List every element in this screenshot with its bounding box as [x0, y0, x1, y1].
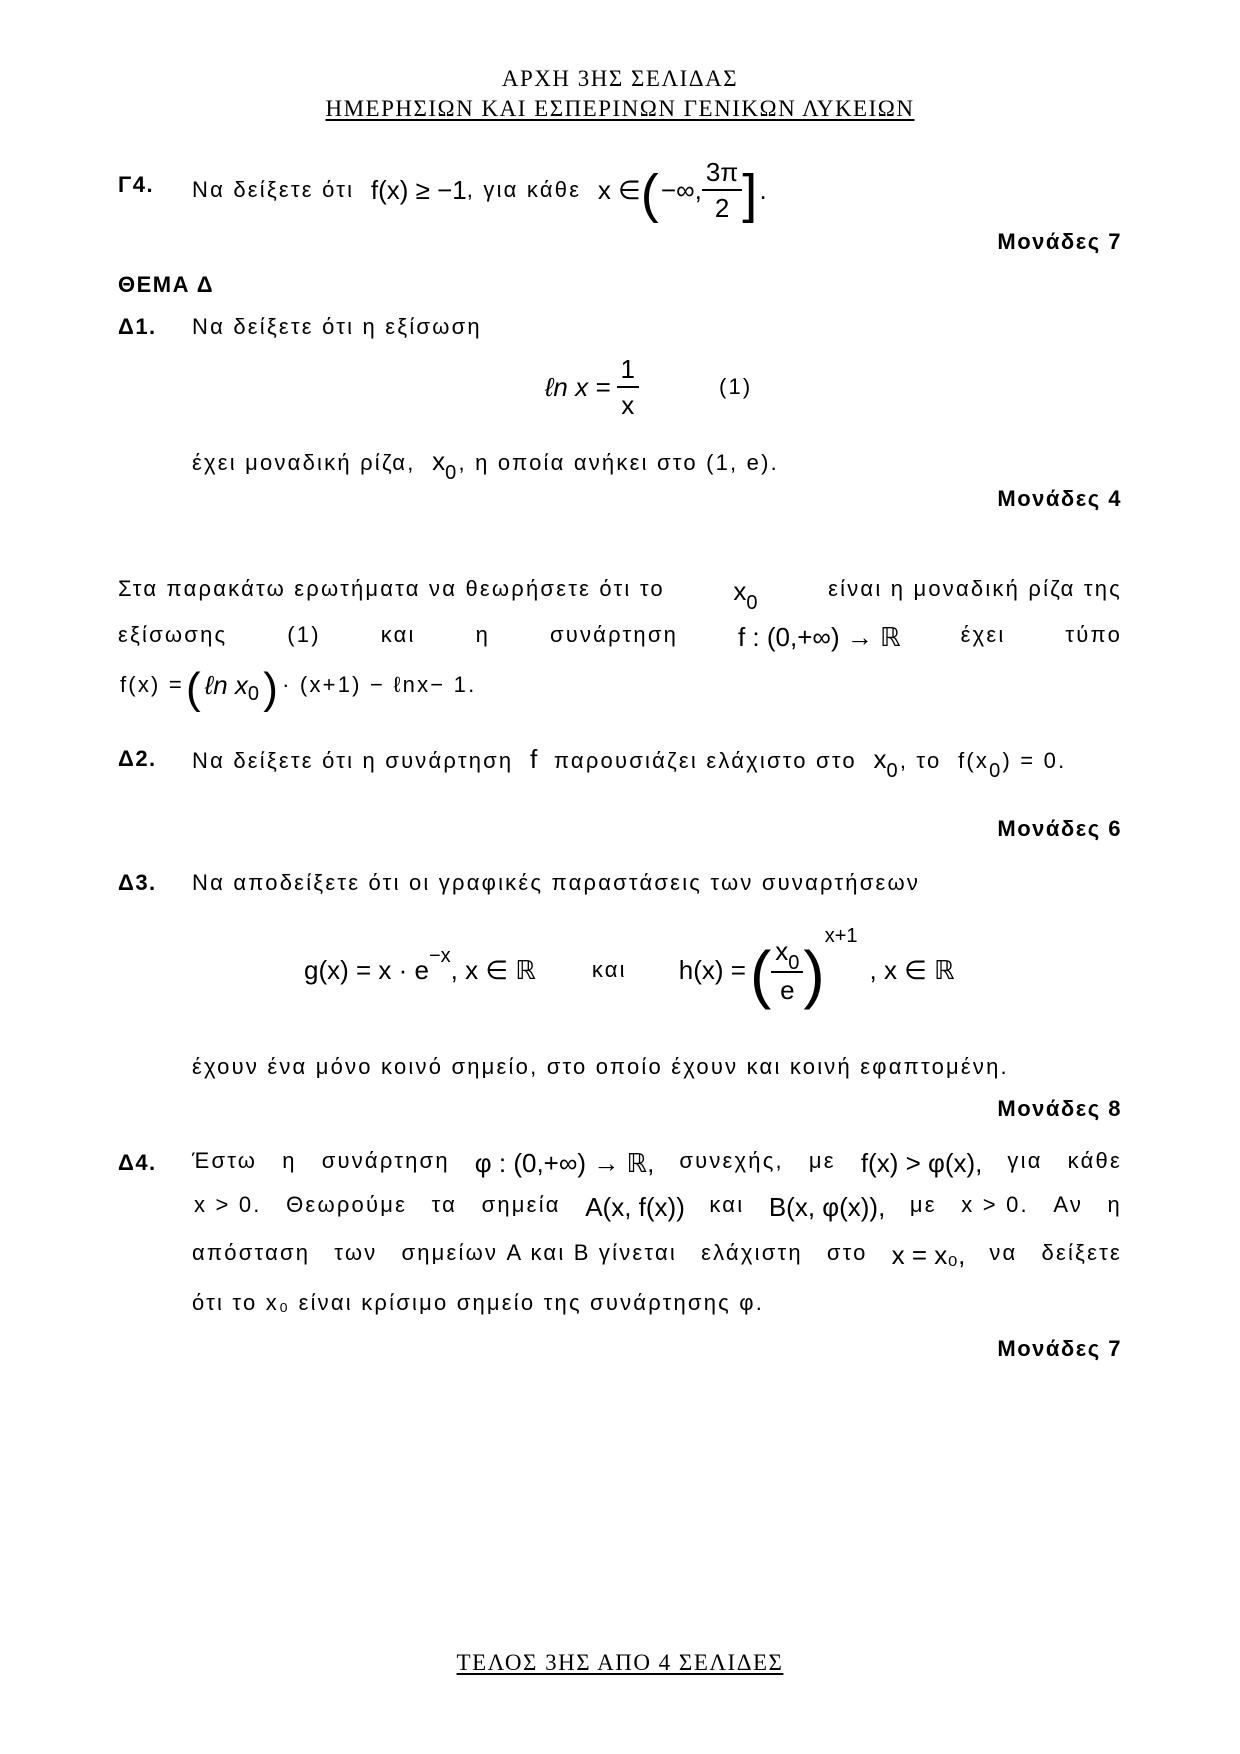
d1-fraction: [617, 352, 639, 422]
d3-g-dom: , x ∈ ℝ: [450, 954, 536, 985]
intro-paren-open: (: [185, 664, 203, 713]
d4-word: η: [1107, 1192, 1122, 1217]
d4-word: ελάχιστη: [701, 1240, 803, 1265]
d4-word: Έστω: [192, 1148, 258, 1173]
d4-marks: Μονάδες 7: [997, 1336, 1122, 1361]
g4-period: .: [759, 174, 767, 205]
d4-label: Δ4.: [118, 1150, 157, 1175]
intro-word: συνάρτηση: [549, 622, 679, 647]
intro-word: και: [380, 622, 416, 647]
d1-eq-den: x: [621, 390, 635, 420]
intro-function-def: f : (0,+∞) → ℝ: [737, 622, 901, 652]
intro-line1a: Στα παρακάτω ερωτήματα να θεωρήσετε ότι το: [118, 576, 665, 601]
intro-f-rest: · (x+1) − ℓnx− 1.: [282, 672, 477, 697]
d4-word: η: [282, 1148, 297, 1173]
d4-line3: [192, 1240, 1122, 1271]
d2-x0-sub: 0: [886, 760, 900, 782]
d1-label: Δ1.: [118, 314, 157, 339]
g4-label: Γ4.: [118, 172, 155, 197]
d1-text2b: , η οποία ανήκει στο (1, e).: [458, 450, 779, 475]
d2-label: Δ2.: [118, 746, 157, 771]
d4-point-a: A(x, f(x)): [585, 1192, 685, 1222]
intro-word: εξίσωσης: [118, 622, 228, 647]
d4-word: x > 0.: [961, 1192, 1029, 1217]
g4-statement: [192, 150, 767, 230]
d3-h-num: x: [775, 935, 789, 966]
g4-paren-open: (: [640, 164, 661, 224]
d2-text2: παρουσιάζει ελάχιστο στο: [553, 748, 857, 773]
d1-text2a: έχει μοναδική ρίζα,: [192, 450, 416, 475]
d2-text4: f(x: [958, 748, 990, 773]
d4-word: σημείων A και B γίνεται: [401, 1240, 678, 1265]
g4-fraction: [702, 155, 742, 225]
d4-word: για: [1007, 1148, 1043, 1173]
intro-line1b: είναι η μοναδική ρίζα της: [828, 576, 1122, 601]
g4-x-in: x ∈: [597, 174, 641, 205]
g4-marks: Μονάδες 7: [997, 229, 1122, 254]
d4-phi-def: φ : (0,+∞) → ℝ,: [474, 1148, 655, 1178]
d4-word: Αν: [1053, 1192, 1084, 1217]
d4-word: συνάρτηση: [321, 1148, 450, 1173]
d4-word: συνεχής,: [679, 1148, 784, 1173]
d1-text: Να δείξετε ότι η εξίσωση: [192, 314, 482, 339]
d2-x0: x: [873, 744, 887, 774]
d3-and: και: [591, 957, 627, 982]
intro-word: η: [475, 622, 491, 647]
intro-x0: x0: [733, 576, 760, 614]
intro-paren-close: ): [263, 664, 281, 713]
intro-formula: [120, 660, 477, 713]
d4-word: δείξετε: [1041, 1240, 1122, 1265]
d4-word: και: [709, 1192, 745, 1217]
header-line1: ΑΡΧΗ 3ΗΣ ΣΕΛΙΔΑΣ: [501, 66, 739, 91]
d3-h-lhs: h(x) =: [678, 954, 746, 985]
d4-word: με: [909, 1192, 937, 1217]
d3-label: Δ3.: [118, 870, 157, 895]
header-line2: ΗΜΕΡΗΣΙΩΝ ΚΑΙ ΕΣΠΕΡΙΝΩΝ ΓΕΝΙΚΩΝ ΛΥΚΕΙΩΝ: [325, 96, 915, 121]
g4-formula: f(x) ≥ −1: [370, 174, 467, 205]
g4-bracket-close: ]: [742, 164, 760, 224]
footer: ΤΕΛΟΣ 3ΗΣ ΑΠΟ 4 ΣΕΛΙΔΕΣ: [456, 1650, 784, 1675]
d3-marks: Μονάδες 8: [997, 1096, 1122, 1121]
d2-text5: ) = 0.: [1002, 748, 1067, 773]
d2-f: f: [530, 744, 538, 774]
d4-word: κάθε: [1067, 1148, 1122, 1173]
intro-word: έχει: [960, 622, 1006, 647]
d1-eq-lhs: ℓn x =: [545, 371, 611, 402]
d3-paren-open: (: [749, 938, 772, 1010]
d2-marks: Μονάδες 6: [997, 816, 1122, 841]
d1-equation: [545, 352, 752, 422]
d4-word: x > 0.: [194, 1192, 262, 1217]
g4-frac-den: 2: [714, 193, 730, 223]
d1-eq-tag: (1): [718, 374, 753, 399]
d4-word: των: [334, 1240, 378, 1265]
d4-point-b: B(x, φ(x)),: [768, 1192, 886, 1222]
d4-word: Θεωρούμε: [286, 1192, 408, 1217]
d4-line2: [194, 1192, 1122, 1223]
intro-ln: ℓn x: [204, 669, 248, 700]
g4-interval-left: −∞,: [660, 174, 702, 205]
d4-word: απόσταση: [192, 1240, 311, 1265]
d3-functions: [304, 920, 955, 1020]
d3-h-fraction: [771, 934, 803, 1007]
theme-title: ΘΕΜΑ Δ: [118, 272, 215, 297]
d4-line4: ότι το x₀ είναι κρίσιμο σημείο της συνάρτησης φ.: [192, 1290, 765, 1315]
d2-text1: Να δείξετε ότι η συνάρτηση: [192, 748, 514, 773]
g4-text2: , για κάθε: [466, 177, 582, 202]
intro-word: (1): [287, 622, 321, 647]
intro-line2: [118, 622, 1122, 653]
d2-statement: [192, 744, 1067, 782]
d3-text2: έχουν ένα μόνο κοινό σημείο, στο οποίο έχουν και κοινή εφαπτομένη.: [192, 1054, 1009, 1079]
d3-text: Να αποδείξετε ότι οι γραφικές παραστάσεις των συναρτήσεων: [192, 870, 921, 895]
intro-line1: [118, 576, 1122, 614]
d1-x0-sub: 0: [445, 462, 459, 484]
d4-word: με: [808, 1148, 836, 1173]
d3-g-exp: −x: [428, 944, 451, 967]
intro-ln-sub: 0: [247, 682, 262, 705]
d4-word: τα: [431, 1192, 458, 1217]
d1-line2: [192, 446, 779, 484]
d4-word: σημεία: [481, 1192, 561, 1217]
d3-h-num-sub: 0: [788, 951, 800, 974]
intro-word: τύπο: [1065, 622, 1122, 647]
d4-inequality: f(x) > φ(x),: [860, 1148, 983, 1178]
d4-word: στο: [826, 1240, 868, 1265]
g4-text1: Να δείξετε ότι: [192, 177, 355, 202]
d3-paren-close: ): [803, 938, 825, 1010]
d2-sub: 0: [989, 760, 1003, 782]
d3-h-dom: , x ∈ ℝ: [869, 954, 955, 985]
d3-h-exp: x+1: [824, 924, 858, 947]
d1-eq-num: 1: [617, 352, 639, 388]
d3-g-def: g(x) = x · e: [304, 954, 429, 985]
d2-text3: , το: [899, 748, 942, 773]
d1-x0: x: [432, 446, 446, 476]
d4-word: να: [989, 1240, 1018, 1265]
d4-line1: [192, 1148, 1122, 1179]
g4-frac-num: 3π: [702, 155, 742, 191]
d3-h-den: e: [780, 974, 795, 1005]
d1-marks: Μονάδες 4: [997, 486, 1122, 511]
d4-x-eq-x0: x = x₀,: [891, 1240, 966, 1270]
intro-f-lhs: f(x) =: [120, 672, 184, 697]
